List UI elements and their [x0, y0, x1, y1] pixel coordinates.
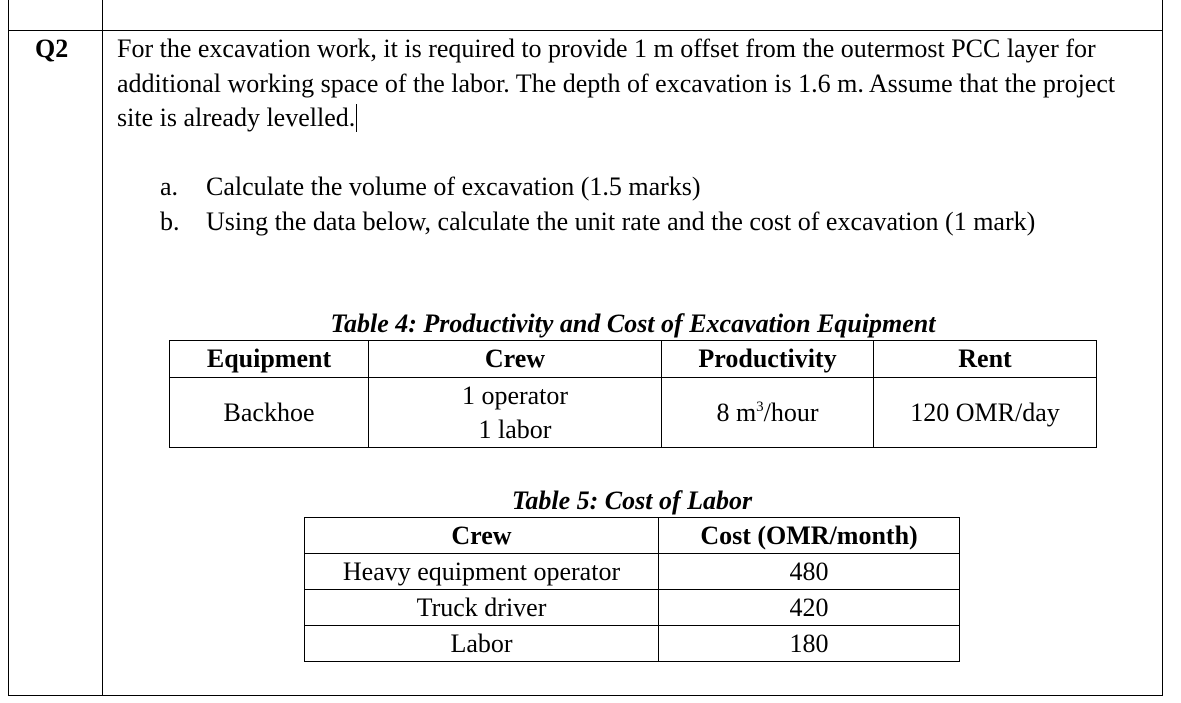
productivity-unit: /hour — [763, 397, 819, 427]
productivity-exponent: 3 — [756, 398, 764, 415]
question-number: Q2 — [35, 34, 69, 63]
table4-caption: Table 4: Productivity and Cost of Excavation Equipment — [330, 309, 936, 338]
table-header-row — [170, 341, 1097, 378]
labor-cost-table — [304, 517, 960, 662]
table-row — [305, 590, 960, 626]
frame-top-border — [8, 30, 1163, 31]
cell-cost: 180 — [659, 626, 960, 662]
table-header-row — [305, 518, 960, 554]
frame-right-border — [1162, 0, 1163, 696]
crew-line-labor: 1 labor — [478, 414, 552, 444]
cell-rent: 120 OMR/day — [874, 378, 1097, 448]
list-item-text: Calculate the volume of excavation (1.5 marks) — [206, 172, 701, 201]
sub-question-a — [160, 170, 1120, 205]
cell-cost: 420 — [659, 590, 960, 626]
crew-line-operator: 1 operator — [461, 380, 569, 410]
cell-crew: Heavy equipment operator — [305, 554, 659, 590]
column-header-crew: Crew — [369, 341, 662, 378]
productivity-value: 8 m — [716, 397, 757, 427]
frame-left-border — [8, 0, 9, 696]
cell-crew: Truck driver — [305, 590, 659, 626]
column-header-productivity: Productivity — [662, 341, 874, 378]
question-paragraph-text[interactable]: For the excavation work, it is required to provide 1 m offset from the outermost PCC layer for additional working space of the labor. The depth of excavation is 1.6 m. Assume that the project site is already levelled. — [117, 34, 1116, 132]
table-row — [170, 378, 1097, 448]
cell-productivity — [662, 378, 874, 448]
column-header-equipment: Equipment — [170, 341, 369, 378]
cell-crew: Labor — [305, 626, 659, 662]
column-header-crew: Crew — [305, 518, 659, 554]
text-cursor — [356, 104, 357, 132]
cell-cost: 480 — [659, 554, 960, 590]
question-paragraph[interactable] — [117, 32, 1147, 136]
sub-question-b — [160, 205, 1120, 240]
table-row — [305, 554, 960, 590]
frame-bottom-border — [8, 695, 1163, 696]
list-item-text: Using the data below, calculate the unit rate and the cost of excavation (1 mark) — [206, 206, 1036, 236]
equipment-table — [169, 340, 1097, 448]
frame-column-divider — [102, 0, 103, 696]
cell-crew — [369, 378, 662, 448]
table5-caption: Table 5: Cost of Labor — [511, 486, 753, 515]
list-marker: a. — [160, 172, 179, 201]
column-header-cost: Cost (OMR/month) — [659, 518, 960, 554]
list-marker: b. — [160, 206, 180, 236]
cell-equipment: Backhoe — [170, 378, 369, 448]
sub-question-list — [160, 170, 1120, 239]
column-header-rent: Rent — [874, 341, 1097, 378]
table-row — [305, 626, 960, 662]
